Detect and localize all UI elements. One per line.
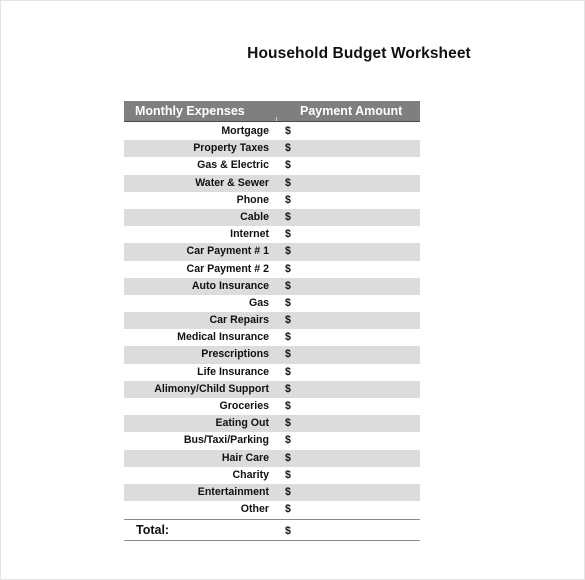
header-payment-amount: Payment Amount xyxy=(300,104,403,118)
payment-amount-cell: $ xyxy=(285,279,291,292)
expense-label: Gas & Electric xyxy=(197,159,269,172)
table-row xyxy=(124,295,420,312)
expense-label: Bus/Taxi/Parking xyxy=(183,434,269,447)
total-label: Total: xyxy=(136,523,170,538)
budget-table xyxy=(124,101,420,541)
payment-amount-cell: $ xyxy=(285,348,291,361)
payment-amount-cell: $ xyxy=(285,365,291,378)
payment-amount-cell: $ xyxy=(285,228,291,241)
expense-label: Charity xyxy=(232,468,269,481)
table-row xyxy=(124,381,420,398)
expense-label: Auto Insurance xyxy=(191,279,269,292)
expense-label: Phone xyxy=(236,193,269,206)
payment-amount-cell: $ xyxy=(285,245,291,258)
table-row xyxy=(124,140,420,157)
total-row xyxy=(124,519,420,541)
payment-amount-cell: $ xyxy=(285,142,291,155)
expense-label: Property Taxes xyxy=(193,142,269,155)
payment-amount-cell: $ xyxy=(285,382,291,395)
table-row xyxy=(124,175,420,192)
table-row xyxy=(124,346,420,363)
page-title: Household Budget Worksheet xyxy=(247,45,471,62)
payment-amount-cell: $ xyxy=(285,451,291,464)
total-dollar-sign: $ xyxy=(285,525,291,538)
expense-label: Groceries xyxy=(219,400,269,412)
expense-label: Car Payment # 2 xyxy=(186,262,269,275)
payment-amount-cell: $ xyxy=(285,176,291,189)
payment-amount-cell: $ xyxy=(285,262,291,275)
payment-amount-cell: $ xyxy=(285,400,291,412)
expense-label: Internet xyxy=(230,228,269,241)
expense-label: Other xyxy=(240,503,269,516)
table-row xyxy=(124,243,420,260)
table-row xyxy=(124,364,420,381)
expense-label: Medical Insurance xyxy=(177,331,269,344)
expense-label: Entertainment xyxy=(197,485,269,498)
payment-amount-cell: $ xyxy=(285,468,291,481)
payment-amount-cell: $ xyxy=(285,485,291,498)
table-row xyxy=(124,398,420,415)
table-row xyxy=(124,415,420,432)
table-header xyxy=(124,101,420,122)
table-row xyxy=(124,312,420,329)
payment-amount-cell: $ xyxy=(285,314,291,327)
table-row xyxy=(124,278,420,295)
expense-label: Gas xyxy=(248,296,269,309)
expense-label: Hair Care xyxy=(221,451,269,464)
expense-label: Prescriptions xyxy=(201,348,269,361)
payment-amount-cell: $ xyxy=(285,417,291,430)
header-monthly-expenses: Monthly Expenses xyxy=(135,104,245,118)
expense-label: Car Repairs xyxy=(209,314,269,327)
table-row xyxy=(124,450,420,467)
table-row xyxy=(124,484,420,501)
expense-label: Mortgage xyxy=(221,125,269,137)
payment-amount-cell: $ xyxy=(285,125,291,137)
payment-amount-cell: $ xyxy=(285,434,291,447)
payment-amount-cell: $ xyxy=(285,210,291,223)
header-divider xyxy=(276,117,277,121)
table-row xyxy=(124,467,420,484)
payment-amount-cell: $ xyxy=(285,193,291,206)
expense-label: Life Insurance xyxy=(197,365,269,378)
expense-rows xyxy=(124,123,420,518)
table-row xyxy=(124,432,420,449)
table-row xyxy=(124,261,420,278)
table-row xyxy=(124,501,420,518)
table-row xyxy=(124,329,420,346)
table-row xyxy=(124,123,420,140)
table-row xyxy=(124,209,420,226)
expense-label: Water & Sewer xyxy=(195,176,269,189)
expense-label: Alimony/Child Support xyxy=(154,382,269,395)
table-row xyxy=(124,192,420,209)
payment-amount-cell: $ xyxy=(285,296,291,309)
table-row xyxy=(124,157,420,174)
payment-amount-cell: $ xyxy=(285,159,291,172)
table-row xyxy=(124,226,420,243)
expense-label: Eating Out xyxy=(215,417,269,430)
expense-label: Car Payment # 1 xyxy=(186,245,269,258)
payment-amount-cell: $ xyxy=(285,503,291,516)
expense-label: Cable xyxy=(240,210,269,223)
payment-amount-cell: $ xyxy=(285,331,291,344)
